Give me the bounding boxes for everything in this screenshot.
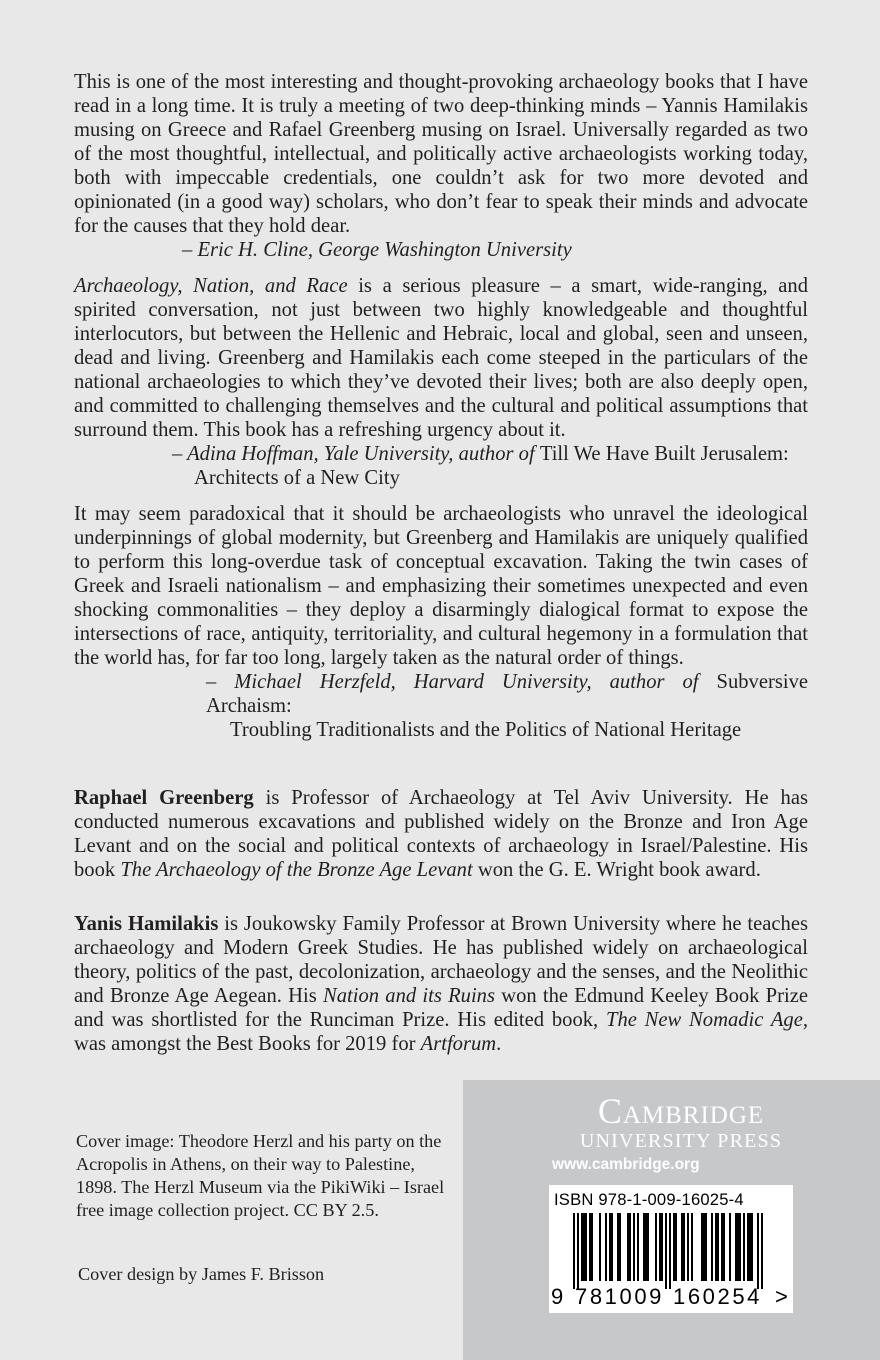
barcode-bar xyxy=(675,1213,677,1281)
barcode-bar xyxy=(681,1213,683,1281)
barcode-bar xyxy=(633,1213,635,1281)
barcode-bar xyxy=(747,1213,749,1281)
barcode-bar xyxy=(573,1213,575,1289)
barcode-bar xyxy=(669,1213,671,1289)
barcode-bar xyxy=(729,1213,731,1281)
barcode-bar xyxy=(585,1213,587,1281)
barcode-bar xyxy=(617,1213,619,1281)
publisher-url: www.cambridge.org xyxy=(552,1156,700,1173)
barcode-bar xyxy=(629,1213,631,1281)
barcode-bar xyxy=(611,1213,613,1281)
barcode-bar xyxy=(655,1213,657,1281)
barcode-bar xyxy=(619,1213,621,1281)
barcode-bar xyxy=(687,1213,689,1281)
barcode-bar xyxy=(589,1213,591,1281)
isbn-barcode: ISBN 978-1-009-16025-4 9 781009 160254 > xyxy=(549,1185,793,1313)
barcode-bar xyxy=(665,1213,667,1289)
isbn-label: ISBN 978-1-009-16025-4 xyxy=(554,1190,744,1209)
cover-design-credit: Cover design by James F. Brisson xyxy=(78,1264,325,1284)
barcode-bar xyxy=(661,1213,663,1281)
barcode-bar xyxy=(691,1213,693,1281)
barcode-bar xyxy=(735,1213,737,1281)
barcode-bar xyxy=(721,1213,723,1281)
barcode-bar xyxy=(715,1213,717,1281)
barcode-bars xyxy=(563,1213,779,1291)
attribution-hoffman: – Adina Hoffman, Yale University, author of Till We Have Built Jerusalem: Architects of a New City xyxy=(172,443,789,489)
publisher-name: Cambridge xyxy=(597,1091,765,1131)
barcode-bar xyxy=(703,1213,705,1281)
barcode-bar xyxy=(751,1213,753,1281)
barcode-bar xyxy=(637,1213,639,1281)
barcode-bar xyxy=(647,1213,649,1281)
cover-image-credit: Cover image: Theodore Herzl and his party on the Acropolis in Athens, on their way to Palestine, 1898. The Herzl Museum via the PikiWiki – Israel free image collection project. CC BY 2.5. xyxy=(76,1131,445,1220)
publisher-panel xyxy=(463,1080,880,1360)
endorsements xyxy=(74,70,808,752)
barcode-bar xyxy=(591,1213,593,1281)
barcode-bar xyxy=(683,1213,685,1281)
barcode-bar xyxy=(673,1213,675,1281)
endorsement-cline: This is one of the most interesting and thought-provoking archaeology books that I have read in a long time. It is truly a meeting of two deep-thinking minds – Yannis Hamilakis musing on Greece and Rafael Greenberg musing on Israel. Universally regarded as two of the most thoughtful, intellectual, and politically active archaeologists working today, both with impeccable credentials, one couldn’t ask for two more devoted and opinionated (in a good way) scholars, who don’t fear to speak their minds and advocate for the causes that they hold dear. xyxy=(74,71,808,237)
attribution-herzfeld: – Michael Herzfeld, Harvard University, author of Subversive Archaism: Troubling Traditionalists and the Politics of National Heritage xyxy=(206,671,808,741)
endorsement-hoffman: Archaeology, Nation, and Race is a serious pleasure – a smart, wide-ranging, and spirited conversation, not just between two highly knowledgeable and thoughtful interlocutors, but between the Hellenic and Hebraic, local and global, seen and unseen, dead and living. Greenberg and Hamilakis each come steeped in the particulars of the national archaeologies to which they’ve devoted their lives; both are also deeply open, and committed to challenging themselves and the cultural and political assumptions that surround them. This book has a refreshing urgency about it. xyxy=(74,275,808,441)
attribution-cline: – Eric H. Cline, George Washington University xyxy=(182,239,572,261)
publisher-logo xyxy=(551,1092,811,1152)
barcode-bar xyxy=(581,1213,583,1281)
barcode-bar xyxy=(711,1213,713,1281)
barcode-bar xyxy=(723,1213,725,1281)
barcode-bar xyxy=(643,1213,645,1281)
barcode-bar xyxy=(757,1213,759,1289)
barcode-bar xyxy=(609,1213,611,1281)
barcode-bar xyxy=(577,1213,579,1289)
book-title: Archaeology, Nation, and Race xyxy=(74,275,348,297)
barcode-bar xyxy=(705,1213,707,1281)
barcode-bar xyxy=(739,1213,741,1281)
barcode-bar xyxy=(761,1213,763,1289)
author-bio-hamilakis: Yanis Hamilakis is Joukowsky Family Professor at Brown University where he teaches archaeology and Modern Greek Studies. He has published widely on archaeological theory, politics of the past, decolonization, archaeology and the senses, and the Neolithic and Bronze Age Aegean. His Nation and its Ruins won the Edmund Keeley Book Prize and was shortlisted for the Runciman Prize. His edited book, The New Nomadic Age, was amongst the Best Books for 2019 for Artforum. xyxy=(74,913,809,1055)
author-bio-greenberg: Raphael Greenberg is Professor of Archaeology at Tel Aviv University. He has conducted numerous excavations and published widely on the Bronze and Iron Age Levant and on the social and political contexts of archaeology in Israel/Palestine. His book The Archaeology of the Bronze Age Levant won the G. E. Wright book award. xyxy=(74,787,808,881)
barcode-bar xyxy=(743,1213,745,1281)
barcode-bar xyxy=(645,1213,647,1281)
barcode-bar xyxy=(599,1213,601,1281)
barcode-bar xyxy=(605,1213,607,1281)
barcode-bar xyxy=(583,1213,585,1281)
barcode-bar xyxy=(659,1213,661,1281)
barcode-bar xyxy=(701,1213,703,1281)
barcode-bar xyxy=(717,1213,719,1281)
barcode-bar xyxy=(737,1213,739,1281)
publisher-subname: UNIVERSITY PRESS xyxy=(579,1130,783,1152)
barcode-bar xyxy=(627,1213,629,1281)
endorsement-herzfeld: It may seem paradoxical that it should be archaeologists who unravel the ideological underpinnings of global modernity, but Greenberg and Hamilakis are uniquely qualified to perform this long-overdue task of conceptual excavation. Taking the twin cases of Greek and Israeli nationalism – and emphasizing their sometimes unexpected and even shocking commonalities – they deploy a disarmingly dialogical format to expose the intersections of race, antiquity, territoriality, and cultural hegemony in a formulation that the world has, for far too long, largely taken as the natural order of things. xyxy=(74,503,808,669)
barcode-bar xyxy=(749,1213,751,1281)
